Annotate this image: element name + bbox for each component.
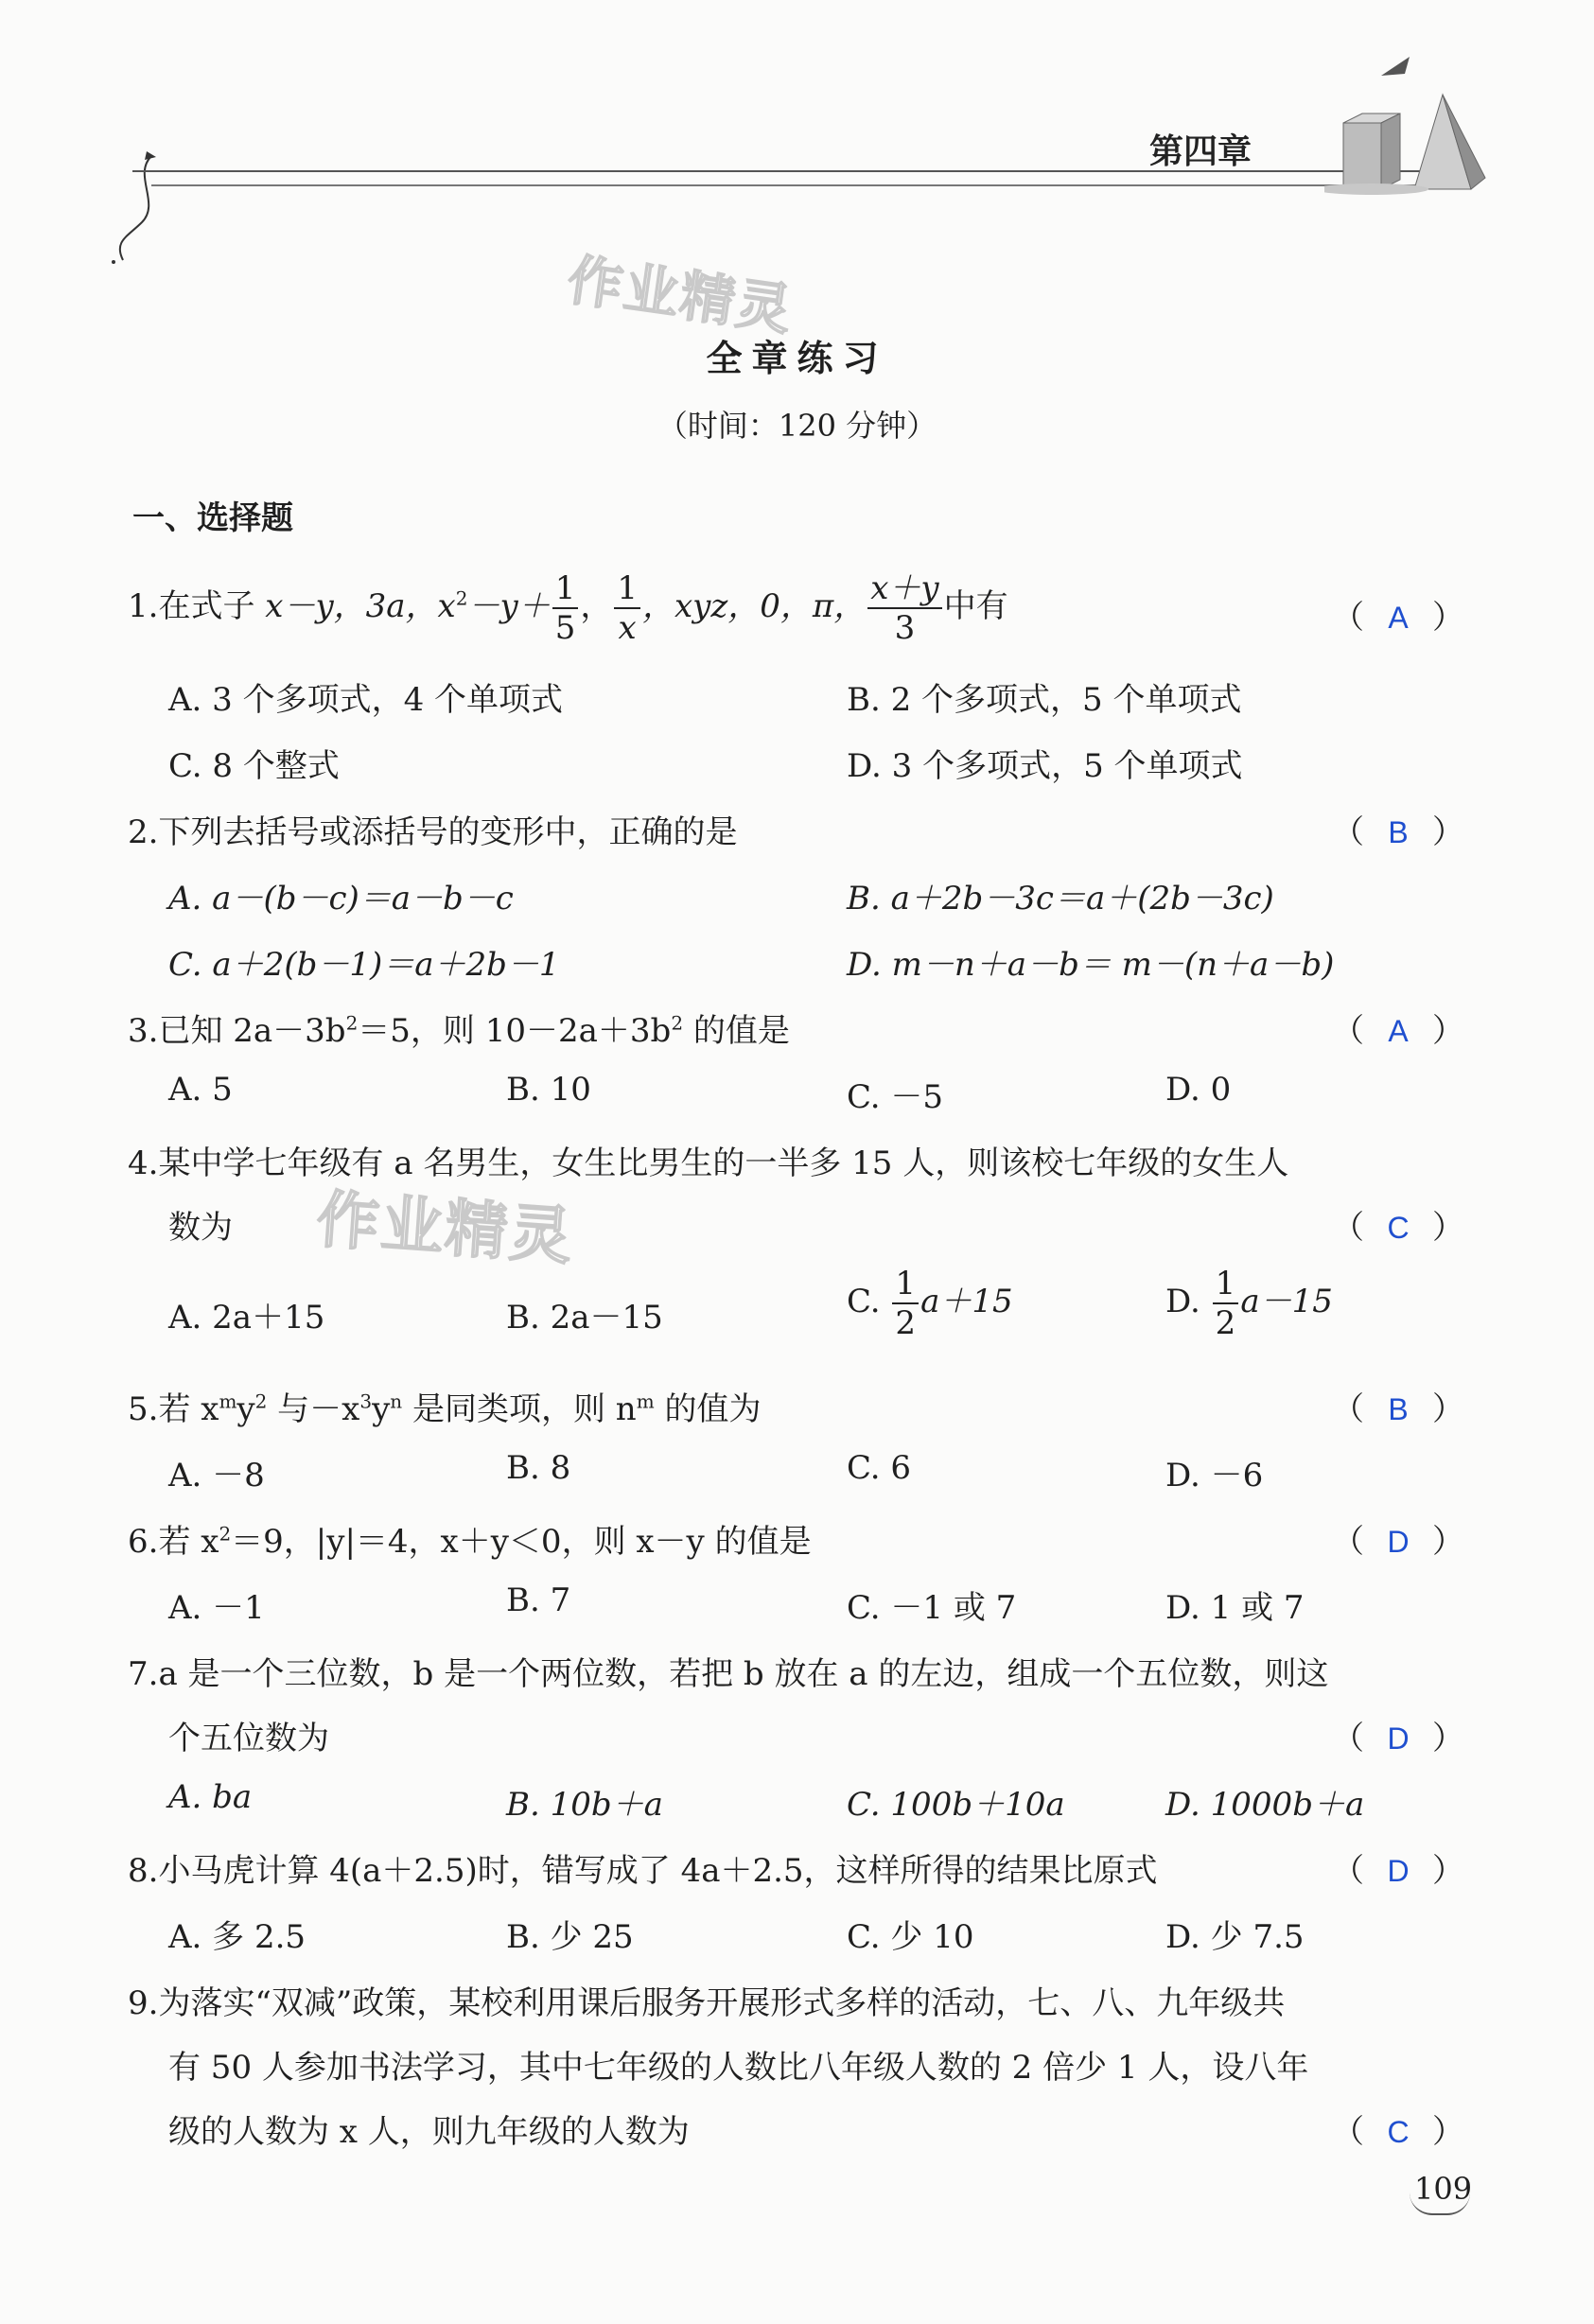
page-header <box>95 57 1495 218</box>
header-rule-bottom <box>151 184 1466 186</box>
denominator: 3 <box>894 609 916 647</box>
option-b: B. 7 <box>506 1581 571 1619</box>
exponent: 2 <box>219 1522 232 1546</box>
option-a: A. ba <box>168 1778 253 1816</box>
option-expression: a＋15 <box>920 1283 1013 1320</box>
question-9-line-3: 级的人数为 x 人，则九年级的人数为 <box>168 2113 690 2151</box>
paren-close: ） <box>1432 2113 1464 2151</box>
watermark-top: 作业精灵 <box>563 247 797 343</box>
option-a: A. 5 <box>168 1071 233 1109</box>
answer: D <box>1387 1525 1410 1559</box>
numerator: 1 <box>1213 1267 1239 1304</box>
option-c: C. －1 或 7 <box>847 1589 1017 1627</box>
fraction <box>1213 1265 1239 1342</box>
question-number: 3. <box>128 1012 159 1050</box>
option-b: B. a＋2b－3c＝a＋(2b－3c) <box>847 880 1274 917</box>
exponent: 2 <box>455 586 468 610</box>
question-text: ＝5，则 10－2a＋3b <box>358 1012 672 1050</box>
question-4-line-2: 数为 <box>168 1209 233 1247</box>
paren-open: （ <box>1332 1720 1364 1757</box>
question-number: 6. <box>128 1523 159 1561</box>
paren-open: （ <box>1332 1012 1364 1050</box>
exponent: 2 <box>671 1011 684 1035</box>
answer-bracket <box>1332 1005 1464 1051</box>
paren-open: （ <box>1332 813 1364 851</box>
question-number: 7. <box>128 1655 159 1693</box>
question-number: 8. <box>128 1852 159 1890</box>
time-limit: （时间：120 分钟） <box>657 408 937 444</box>
option-b: B. 2a－15 <box>506 1299 663 1337</box>
question-9-line-2: 有 50 人参加书法学习，其中七年级的人数比八年级人数的 2 倍少 1 人，设八年 <box>168 2049 1309 2087</box>
answer: C <box>1387 2115 1410 2149</box>
option-c: C. 少 10 <box>847 1918 974 1956</box>
question-text: 小马虎计算 4(a＋2.5)时，错写成了 4a＋2.5，这样所得的结果比原式 <box>158 1852 1158 1890</box>
paren-close: ） <box>1432 1852 1464 1890</box>
option-b: B. 10 <box>506 1071 591 1109</box>
option-b: B. 少 25 <box>506 1918 634 1956</box>
option-c: C. 6 <box>847 1449 912 1487</box>
question-text: a 是一个三位数，b 是一个两位数，若把 b 放在 a 的左边，组成一个五位数，则这 <box>158 1655 1329 1693</box>
question-1 <box>128 569 1008 647</box>
option-c: C. a＋2(b－1)＝a＋2b－1 <box>168 946 560 984</box>
paren-open: （ <box>1332 599 1364 637</box>
swirl-ornament-icon <box>95 147 180 279</box>
option-d: D. 1000b＋a <box>1165 1786 1365 1824</box>
option-label: D. <box>1165 1283 1211 1320</box>
question-text: 中有 <box>943 587 1008 625</box>
paren-open: （ <box>1332 1852 1364 1890</box>
option-d <box>1165 1265 1333 1342</box>
answer-bracket <box>1332 1201 1464 1248</box>
option-c: C. 8 个整式 <box>168 747 340 785</box>
question-text: 若 x <box>158 1390 219 1428</box>
numerator: x＋y <box>867 572 941 609</box>
answer-bracket <box>1332 1383 1464 1429</box>
question-7-line-2: 个五位数为 <box>168 1720 329 1757</box>
numerator: 1 <box>614 572 640 609</box>
question-2 <box>128 806 737 852</box>
paren-open: （ <box>1332 2113 1364 2151</box>
answer-bracket <box>1332 1844 1464 1891</box>
question-8 <box>128 1844 1158 1891</box>
fraction <box>552 569 579 647</box>
answer: D <box>1387 1721 1410 1756</box>
option-label: C. <box>847 1283 891 1320</box>
exponent: m <box>636 1389 655 1413</box>
question-number: 2. <box>128 813 159 851</box>
question-number: 4. <box>128 1145 159 1182</box>
answer: B <box>1388 1392 1409 1426</box>
denominator: 5 <box>554 609 576 647</box>
option-c <box>847 1265 1013 1342</box>
option-c: C. 100b＋10a <box>847 1786 1065 1824</box>
fraction <box>614 569 640 647</box>
answer-bracket <box>1332 806 1464 852</box>
option-a: A. a－(b－c)＝a－b－c <box>168 880 514 917</box>
option-c: C. －5 <box>847 1078 944 1116</box>
question-text: y <box>372 1390 391 1428</box>
question-text: 若 x <box>158 1523 219 1561</box>
paren-close: ） <box>1432 813 1464 851</box>
denominator: 2 <box>1215 1304 1236 1342</box>
question-text: 是同类项，则 n <box>402 1390 637 1428</box>
question-text: y <box>236 1390 255 1428</box>
denominator: x <box>618 609 637 647</box>
numerator: 1 <box>892 1267 919 1304</box>
fraction <box>892 1265 919 1342</box>
section-heading: 一、选择题 <box>132 499 293 537</box>
3d-shapes-emblem-icon <box>1324 57 1495 199</box>
exponent: 2 <box>254 1389 268 1413</box>
paren-open: （ <box>1332 1523 1364 1561</box>
option-b: B. 10b＋a <box>506 1786 663 1824</box>
answer-bracket <box>1332 1712 1464 1758</box>
question-number: 9. <box>128 1984 159 2022</box>
answer: C <box>1387 1211 1410 1245</box>
question-text: 已知 2a－3b <box>158 1012 346 1050</box>
option-d: D. －6 <box>1165 1457 1264 1494</box>
expression: －y＋ <box>467 587 551 625</box>
question-number: 1. <box>128 587 159 625</box>
paren-close: ） <box>1432 1012 1464 1050</box>
question-text: ＝9，|y|＝4，x＋y＜0，则 x－y 的值是 <box>231 1523 812 1561</box>
paren-open: （ <box>1332 1390 1364 1428</box>
chapter-label: 第四章 <box>1149 132 1252 171</box>
question-text: 下列去括号或添括号的变形中，正确的是 <box>158 813 738 851</box>
option-expression: a－15 <box>1240 1283 1333 1320</box>
question-number: 5. <box>128 1390 159 1428</box>
paren-close: ） <box>1432 1523 1464 1561</box>
paren-close: ） <box>1432 1390 1464 1428</box>
option-d: D. m－n＋a－b＝ m－(n＋a－b) <box>847 946 1335 984</box>
option-a: A. 多 2.5 <box>168 1918 307 1956</box>
option-a: A. 3 个多项式，4 个单项式 <box>168 681 564 719</box>
answer-bracket <box>1332 2106 1464 2152</box>
paren-close: ） <box>1432 1720 1464 1757</box>
header-rule-top <box>132 170 1457 172</box>
paren-open: （ <box>1332 1209 1364 1247</box>
question-4-line-1 <box>128 1137 1288 1183</box>
option-a: A. －8 <box>168 1457 265 1494</box>
denominator: 2 <box>895 1304 917 1342</box>
question-text: 在式子 <box>158 587 255 625</box>
exponent: 3 <box>359 1389 373 1413</box>
option-b: B. 8 <box>506 1449 571 1487</box>
option-a: A. －1 <box>168 1589 265 1627</box>
expression: x－y，3a，x <box>265 587 456 625</box>
paren-close: ） <box>1432 1209 1464 1247</box>
question-6 <box>128 1515 812 1562</box>
option-b: B. 2 个多项式，5 个单项式 <box>847 681 1242 719</box>
option-d: D. 少 7.5 <box>1165 1918 1305 1956</box>
answer: A <box>1388 1014 1409 1048</box>
answer: A <box>1388 601 1409 635</box>
question-text: 的值为 <box>654 1390 762 1428</box>
expression: ，xyz，0，π， <box>641 587 867 625</box>
option-a: A. 2a＋15 <box>168 1299 325 1337</box>
page-number: 109 <box>1414 2171 1473 2207</box>
question-text: 与－x <box>267 1390 360 1428</box>
question-text: 的值是 <box>683 1012 790 1050</box>
option-d: D. 3 个多项式，5 个单项式 <box>847 747 1243 785</box>
exponent: m <box>219 1389 237 1413</box>
question-text: 某中学七年级有 a 名男生，女生比男生的一半多 15 人，则该校七年级的女生人 <box>158 1145 1289 1182</box>
watermark-middle: 作业精灵 <box>314 1182 576 1274</box>
question-7-line-1 <box>128 1648 1328 1694</box>
answer-bracket <box>1332 1515 1464 1562</box>
question-5 <box>128 1383 761 1429</box>
paren-close: ） <box>1432 599 1464 637</box>
separator: ， <box>580 587 613 625</box>
question-3 <box>128 1005 790 1051</box>
answer: B <box>1388 815 1409 849</box>
page-title: 全章练习 <box>706 338 888 379</box>
numerator: 1 <box>552 572 579 609</box>
option-d: D. 1 或 7 <box>1165 1589 1305 1627</box>
answer: D <box>1387 1854 1410 1888</box>
option-d: D. 0 <box>1165 1071 1232 1109</box>
question-text: 为落实“双减”政策，某校利用课后服务开展形式多样的活动，七、八、九年级共 <box>158 1984 1286 2022</box>
fraction <box>867 569 941 647</box>
answer-bracket <box>1332 591 1464 638</box>
exponent: 2 <box>345 1011 359 1035</box>
question-9-line-1 <box>128 1977 1285 2023</box>
page-number-underline <box>1410 2193 1470 2215</box>
exponent: n <box>390 1389 403 1413</box>
